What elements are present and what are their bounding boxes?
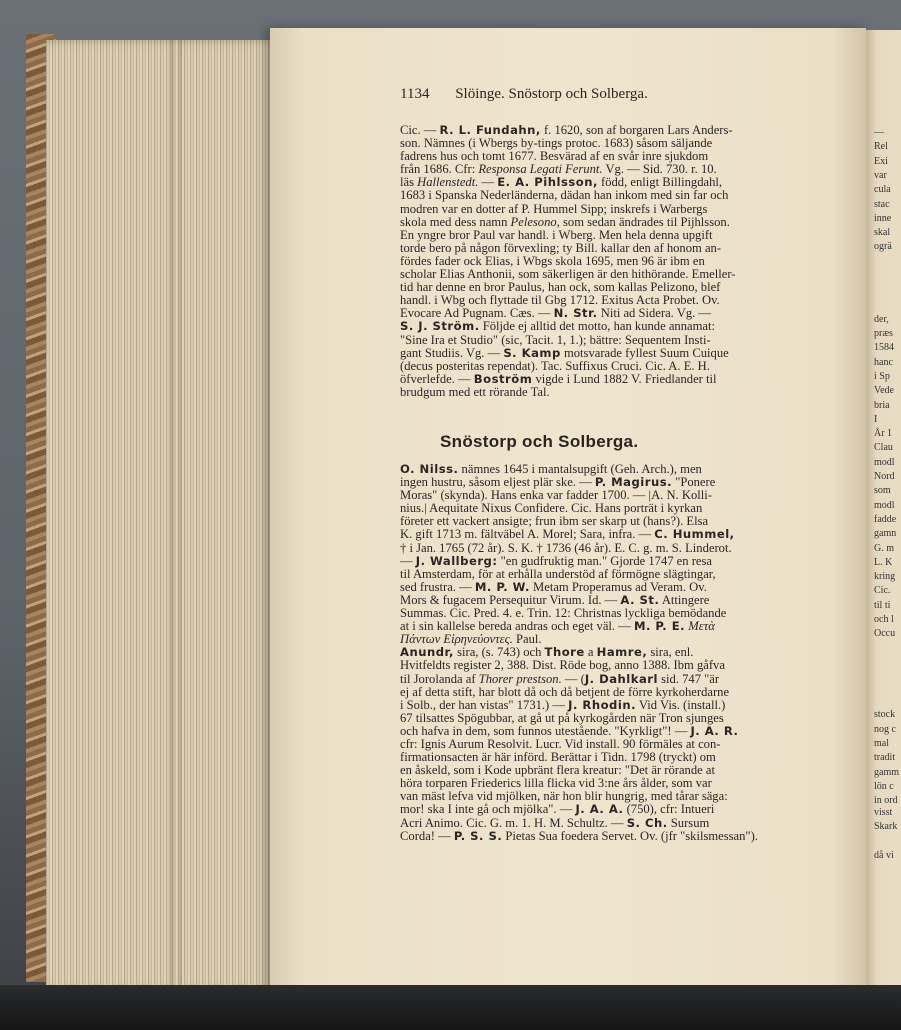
right-column-fragment: Nord bbox=[874, 471, 895, 482]
text-line: och hafva in dem, som funnos utestående. "Kyrkligt"! — J. A. R. bbox=[400, 724, 739, 738]
right-column-fragment: stac bbox=[874, 198, 890, 210]
text-line: tid har denne en bror Paulus, han ock, som kallas Pelizono, blef bbox=[400, 281, 721, 295]
text-line: skola med dess namn Pelesono, som sedan ändrades til Pijhlsson. bbox=[400, 215, 730, 229]
text-line: höra torparen Friederics lilla flicka vid 3:ne års ålder, som var bbox=[400, 777, 712, 791]
text-line: företer ett vackert ansigte; frun ibm ser skarp ut (hans?). Elsa bbox=[400, 515, 709, 529]
text-line: En yngre bror Paul var handl. i Wberg. Men hela denna upgift bbox=[400, 228, 713, 242]
text-line: modren var en dotter af P. Hummel Sipp; inskrefs i Warbergs bbox=[400, 202, 708, 216]
right-column-fragment: stock bbox=[874, 709, 896, 721]
person-name: E. A. Pihlsson, bbox=[497, 176, 598, 190]
right-column-fragment: Cic. bbox=[874, 585, 891, 597]
right-column-fragment: L. K bbox=[874, 556, 893, 568]
person-name: O. Nilss. bbox=[400, 463, 459, 476]
right-column-fragment: I bbox=[874, 413, 878, 425]
text-line: til Amsterdam, för at erhålla understöd af förmögne slägtingar, bbox=[400, 567, 716, 581]
person-name: J. A. A. bbox=[575, 803, 624, 817]
person-name: S. Kamp bbox=[503, 346, 561, 360]
text-line: K. gift 1713 m. fältväbel A. Morel; Sara, infra. — C. Hummel, bbox=[400, 528, 735, 542]
text-line: från 1686. Cfr: Responsa Legati Ferunt. Vg. — Sid. 730. r. 10. bbox=[400, 163, 717, 177]
right-column-fragment: lön c bbox=[874, 780, 894, 792]
text-line: sed frustra. — M. P. W. Metam Properamus ad Veram. Ov. bbox=[400, 580, 707, 594]
person-name: J. Dahlkarl bbox=[584, 672, 658, 686]
right-column-fragment: var bbox=[874, 169, 887, 181]
person-name: C. Hummel, bbox=[654, 528, 735, 542]
text-line: öfverlefde. — Boström vigde i Lund 1882 V. Friedlander til bbox=[400, 372, 717, 386]
person-name: A. St. bbox=[620, 593, 660, 607]
text-line: O. Nilss. nämnes 1645 i mantalsupgift (Geh. Arch.), men bbox=[400, 463, 702, 476]
right-column-fragment: — bbox=[874, 127, 884, 138]
right-column-fragment: År 1 bbox=[874, 428, 893, 440]
text-block-snöstorp bbox=[400, 463, 830, 843]
right-column-fragment: som bbox=[874, 485, 891, 497]
person-name: J. A. R. bbox=[690, 724, 739, 738]
right-column-fragment: modl bbox=[874, 499, 895, 511]
right-column-fragment: Clau bbox=[874, 442, 893, 454]
text-line: Summas. Cic. Pred. 4. e. Trin. 12: Christnas lyckliga bemödande bbox=[400, 607, 727, 621]
text-line: Πάντων Εἰρηνεύοντες. Paul. bbox=[400, 633, 542, 647]
person-name: N. Str. bbox=[553, 307, 598, 321]
right-column-fragment: mal bbox=[874, 737, 889, 749]
person-name: S. J. Ström. bbox=[400, 320, 480, 334]
text-line: van mäst lefva vid mjölken, när hon blir hungrig, med tårar säga: bbox=[400, 790, 728, 804]
right-column-fragment: Rel bbox=[874, 141, 888, 153]
italic-term: Πάντων Εἰρηνεύοντες. bbox=[400, 633, 513, 647]
right-column-fragment: der, bbox=[874, 313, 889, 325]
text-line: gant Studiis. Vg. — S. Kamp motsvarade fyllest Suum Cuique bbox=[400, 346, 729, 360]
right-column-fragment: cula bbox=[874, 184, 891, 196]
text-line: cfr: Ignis Aurum Resolvit. Lucr. Vid install. 90 förmäles at con- bbox=[400, 737, 721, 751]
page-header bbox=[400, 86, 648, 103]
italic-term: Hallenstedt. bbox=[417, 176, 479, 190]
text-line: brudgum med ett rörande Tal. bbox=[400, 385, 550, 399]
scan-bottom-shadow bbox=[0, 985, 901, 1030]
right-column-fragment: 1584 bbox=[874, 342, 894, 354]
right-column-fragment: bria bbox=[874, 399, 890, 411]
right-column-fragment: ogrä bbox=[874, 241, 892, 253]
right-column-fragment: i Sp bbox=[874, 370, 890, 382]
text-line: Cic. — R. L. Fundahn, f. 1620, son af borgaren Lars Anders- bbox=[400, 124, 733, 137]
text-line: 67 tilsattes Spögubbar, at gå ut på kyrkogården när Tron sjunges bbox=[400, 711, 724, 725]
text-block-slöinge bbox=[400, 124, 830, 399]
text-line: ej af detta stift, har blott då och då betjent de förre kyrkoherdarne bbox=[400, 685, 730, 699]
right-column-fragment: præs bbox=[874, 328, 893, 339]
text-line: at i sin kallelse bereda andras och eget väl. — M. P. E. Μετὰ bbox=[400, 620, 715, 634]
text-line: Mors & fugacem Persequitur Virum. Id. — A. St. Attingere bbox=[400, 593, 710, 607]
person-name: P. Magirus. bbox=[594, 476, 673, 490]
right-column-fragment: gamn bbox=[874, 528, 897, 540]
right-column-fragment: kring bbox=[874, 571, 896, 583]
text-line: i Solb., der han vistas" 1731.) — J. Rhodin. Vid Vis. (install.) bbox=[400, 698, 726, 712]
text-line: (decus posteritas rependat). Tac. Suffixus Cruci. Cic. A. E. H. bbox=[400, 359, 710, 373]
right-column-fragment: modl bbox=[874, 456, 895, 468]
text-line: til Jorolanda af Thorer prestson. — (J. Dahlkarl sid. 747 "är bbox=[400, 672, 720, 686]
right-column-fragment: Vede bbox=[874, 385, 894, 397]
right-column-fragment: in ord bbox=[874, 795, 898, 807]
italic-term: Responsa Legati Ferunt. bbox=[478, 163, 603, 177]
italic-term: Thorer prestson. bbox=[478, 672, 562, 686]
italic-term: Μετὰ bbox=[688, 620, 715, 634]
text-line: nius.| Aequitate Nixus Confidere. Cic. Hans porträt i kyrkan bbox=[400, 502, 703, 516]
text-line: handl. i Wbg och flyttade til Gbg 1712. Exitus Acta Probet. Ov. bbox=[400, 294, 720, 308]
text-line: fadrens hus och tomt 1677. Besvärad af en svår inre sjukdom bbox=[400, 150, 709, 164]
person-name: R. L. Fundahn, bbox=[439, 124, 541, 137]
right-column-fragment: nog c bbox=[874, 723, 896, 735]
text-line: firmationsacten är här införd. Berättar i Tidn. 1798 (tryckt) om bbox=[400, 751, 716, 765]
right-column-fragment: och l bbox=[874, 614, 894, 625]
page-number: 1134 bbox=[400, 86, 430, 102]
person-name: Thore bbox=[544, 646, 585, 660]
text-line: 1683 i Spanska Nederländerna, dädan han inkom med sin far och bbox=[400, 189, 729, 203]
person-name: Anundr, bbox=[400, 646, 454, 660]
text-line: scholar Elias Anthonii, som säkerligen är den hithörande. Emeller- bbox=[400, 268, 736, 282]
text-line: Acri Animo. Cic. G. m. 1. H. M. Schultz. — S. Ch. Sursum bbox=[400, 816, 710, 830]
right-column-fragment: hanc bbox=[874, 356, 893, 368]
person-name: P. S. S. bbox=[453, 829, 503, 843]
text-line: Hvitfeldts register 2, 388. Dist. Röde bog, anno 1388. Ibm gåfva bbox=[400, 659, 725, 673]
italic-term: Pelesono, bbox=[510, 215, 560, 229]
text-line: Corda! — P. S. S. Pietas Sua foedera Servet. Ov. (jfr "skilsmessan"). bbox=[400, 829, 758, 843]
page-stack-edges bbox=[46, 40, 278, 992]
text-line: fördes fader ock Elias, i Wbgs skola 1695, men 96 är ibm en bbox=[400, 254, 705, 268]
text-line: mor! ska I inte gå och mjölka". — J. A. A. (750), cfr: Intueri bbox=[400, 803, 715, 817]
text-line: Moras" (skynda). Hans enka var fadder 1700. — |A. N. Kolli- bbox=[400, 489, 712, 503]
right-column-fragment: fadde bbox=[874, 513, 897, 525]
text-line: läs Hallenstedt. — E. A. Pihlsson, född, enligt Billingdahl, bbox=[400, 176, 723, 190]
right-column-fragment: skal bbox=[874, 227, 891, 239]
right-column-fragment: Skark bbox=[874, 821, 898, 833]
text-line: — J. Wallberg: "en gudfruktig man." Gjorde 1747 en resa bbox=[400, 554, 712, 568]
person-name: Hamre, bbox=[596, 646, 648, 660]
text-line: ingen hustru, såsom eljest plär ske. — P. Magirus. "Ponere bbox=[400, 476, 716, 490]
page-stack-shadow bbox=[170, 40, 182, 992]
person-name: J. Rhodin. bbox=[568, 698, 636, 712]
text-line: Anundr, sira, (s. 743) och Thore a Hamre, sira, enl. bbox=[400, 646, 694, 660]
person-name: J. Wallberg: bbox=[415, 554, 498, 568]
text-line: "Sine Ira et Studio" (sic, Tacit. 1, 1.); bättre: Sequentem Insti- bbox=[400, 333, 711, 347]
person-name: S. Ch. bbox=[626, 816, 668, 830]
right-column-fragment: gamm bbox=[874, 766, 899, 778]
text-line: en åskeld, som i Kode upbränt flera kreatur: "Det är rörande at bbox=[400, 764, 715, 778]
text-line: Evocare Ad Pugnam. Cæs. — N. Str. Niti ad Sidera. Vg. — bbox=[400, 307, 712, 321]
text-line: son. Nämnes (i Wbergs by-tings protoc. 1683) såsom säljande bbox=[400, 137, 713, 151]
right-column-fragment: tradit bbox=[874, 752, 896, 764]
right-column-fragment: inne bbox=[874, 212, 892, 224]
right-column-fragment: til ti bbox=[874, 599, 891, 611]
right-column-fragment: G. m bbox=[874, 542, 894, 554]
right-column-fragment: Exi bbox=[874, 155, 888, 167]
right-column-fragment: visst bbox=[874, 807, 893, 818]
running-title: Slöinge. Snöstorp och Solberga. bbox=[455, 86, 648, 102]
text-line: torde bero på någon förvexling; ty Bill. kallar den af honom an- bbox=[400, 241, 722, 255]
text-line: † i Jan. 1765 (72 år). S. K. † 1736 (46 år). E. C. g. m. S. Linderot. bbox=[400, 541, 732, 555]
person-name: M. P. W. bbox=[474, 580, 530, 594]
section-title: Snöstorp och Solberga. bbox=[440, 432, 639, 451]
person-name: M. P. E. bbox=[633, 620, 686, 634]
right-column-fragment: Occu bbox=[874, 628, 896, 640]
text-line: S. J. Ström. Följde ej alltid det motto, han kunde annamat: bbox=[400, 320, 715, 334]
right-column-fragment: då vi bbox=[874, 849, 894, 861]
person-name: Boström bbox=[473, 372, 533, 386]
